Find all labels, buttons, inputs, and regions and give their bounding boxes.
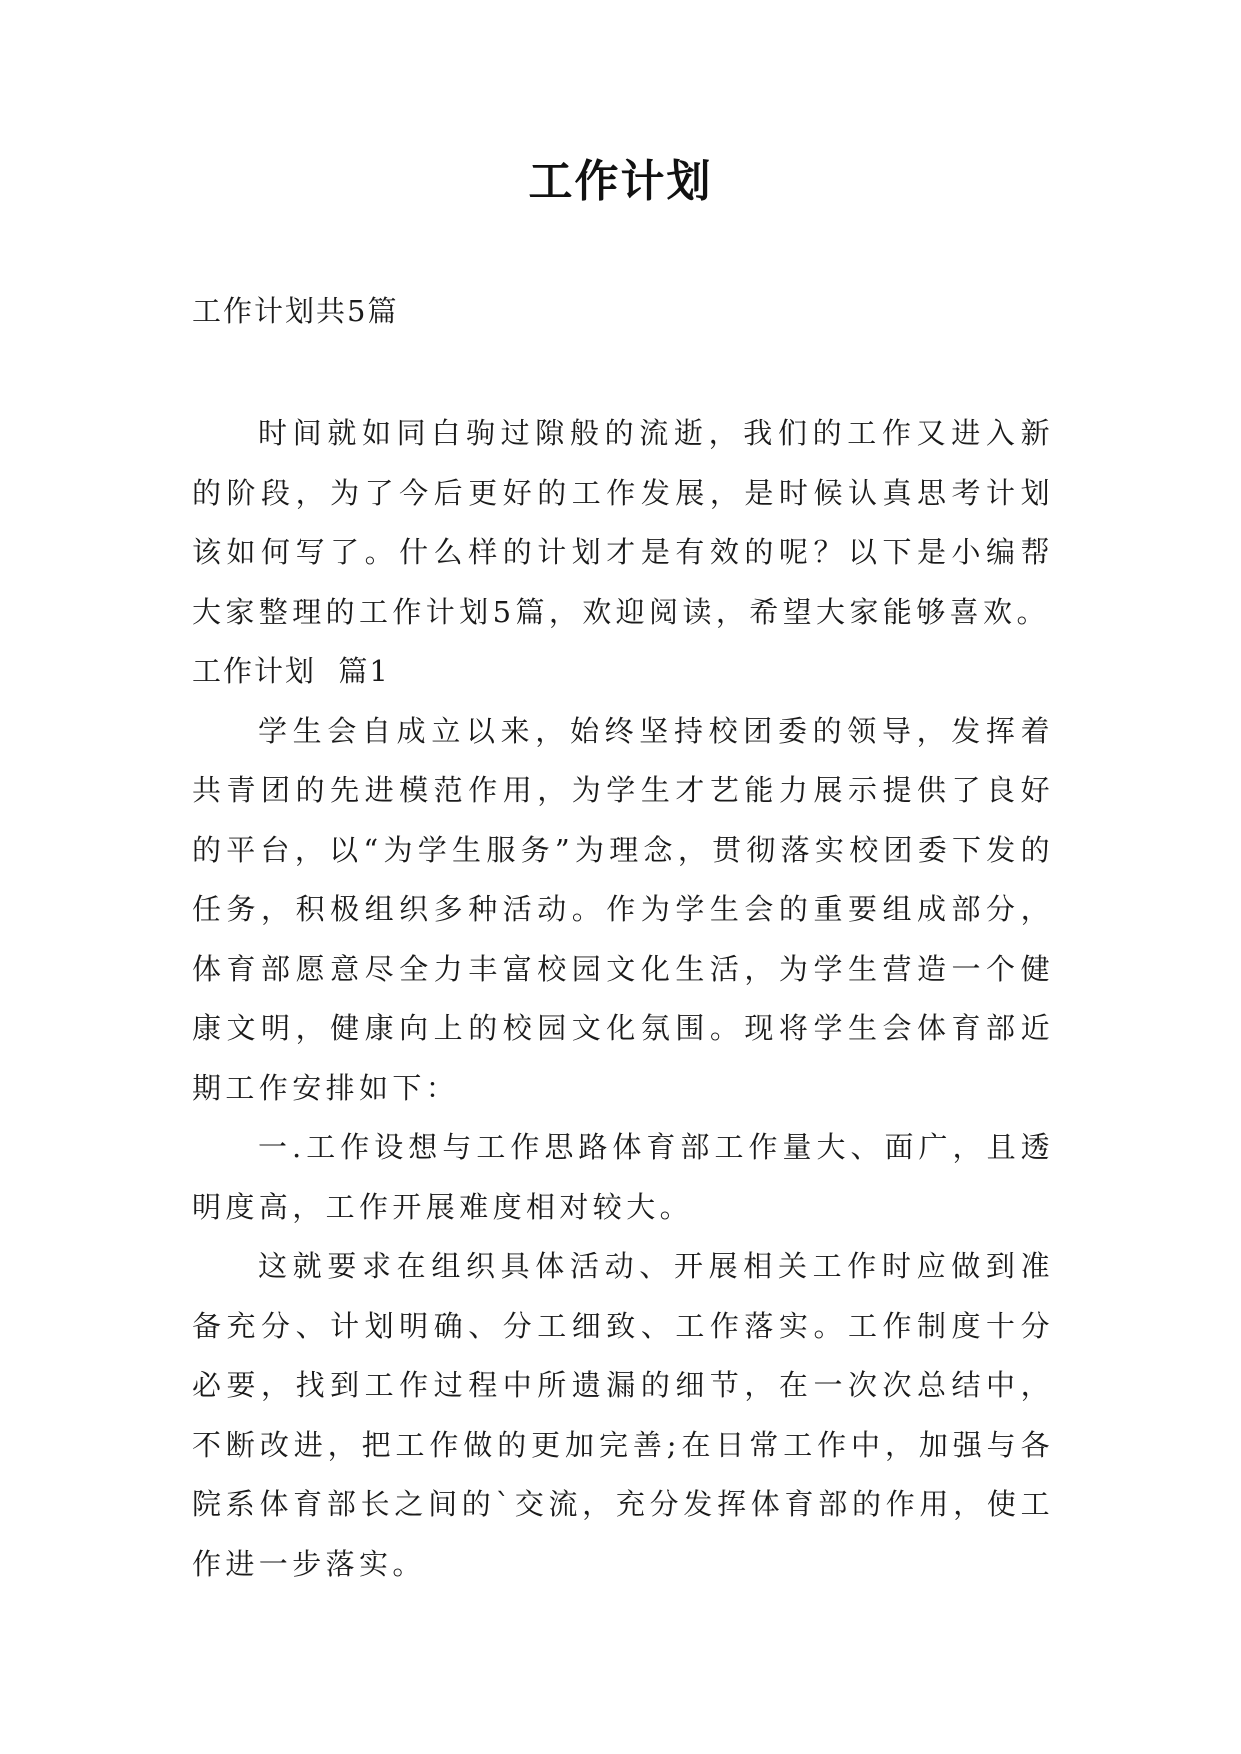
body-paragraph: 一.工作设想与工作思路体育部工作量大、面广，且透明度高，工作开展难度相对较大。 [192,1130,1054,1224]
document-subtitle: 工作计划共5篇 [192,294,399,328]
document-body [192,404,1054,1594]
document-title: 工作计划 [528,156,713,207]
section-heading: 工作计划 篇1 [192,654,390,688]
intro-paragraph: 时间就如同白驹过隙般的流逝，我们的工作又进入新的阶段，为了今后更好的工作发展，是时候认真思考计划该如何写了。什么样的计划才是有效的呢？以下是小编帮大家整理的工作计划5篇，欢迎阅读，希望大家能够喜欢。 [192,416,1054,629]
body-paragraph: 这就要求在组织具体活动、开展相关工作时应做到准备充分、计划明确、分工细致、工作落实。工作制度十分必要，找到工作过程中所遗漏的细节，在一次次总结中，不断改进，把工作做的更加完善;在日常工作中，加强与各院系体育部长之间的`交流，充分发挥体育部的作用，使工作进一步落实。 [192,1249,1054,1581]
body-paragraph: 学生会自成立以来，始终坚持校团委的领导，发挥着共青团的先进模范作用，为学生才艺能力展示提供了良好的平台，以“为学生服务”为理念，贯彻落实校团委下发的任务，积极组织多种活动。作为学生会的重要组成部分，体育部愿意尽全力丰富校园文化生活，为学生营造一个健康文明，健康向上的校园文化氛围。现将学生会体育部近期工作安排如下： [192,713,1054,1105]
